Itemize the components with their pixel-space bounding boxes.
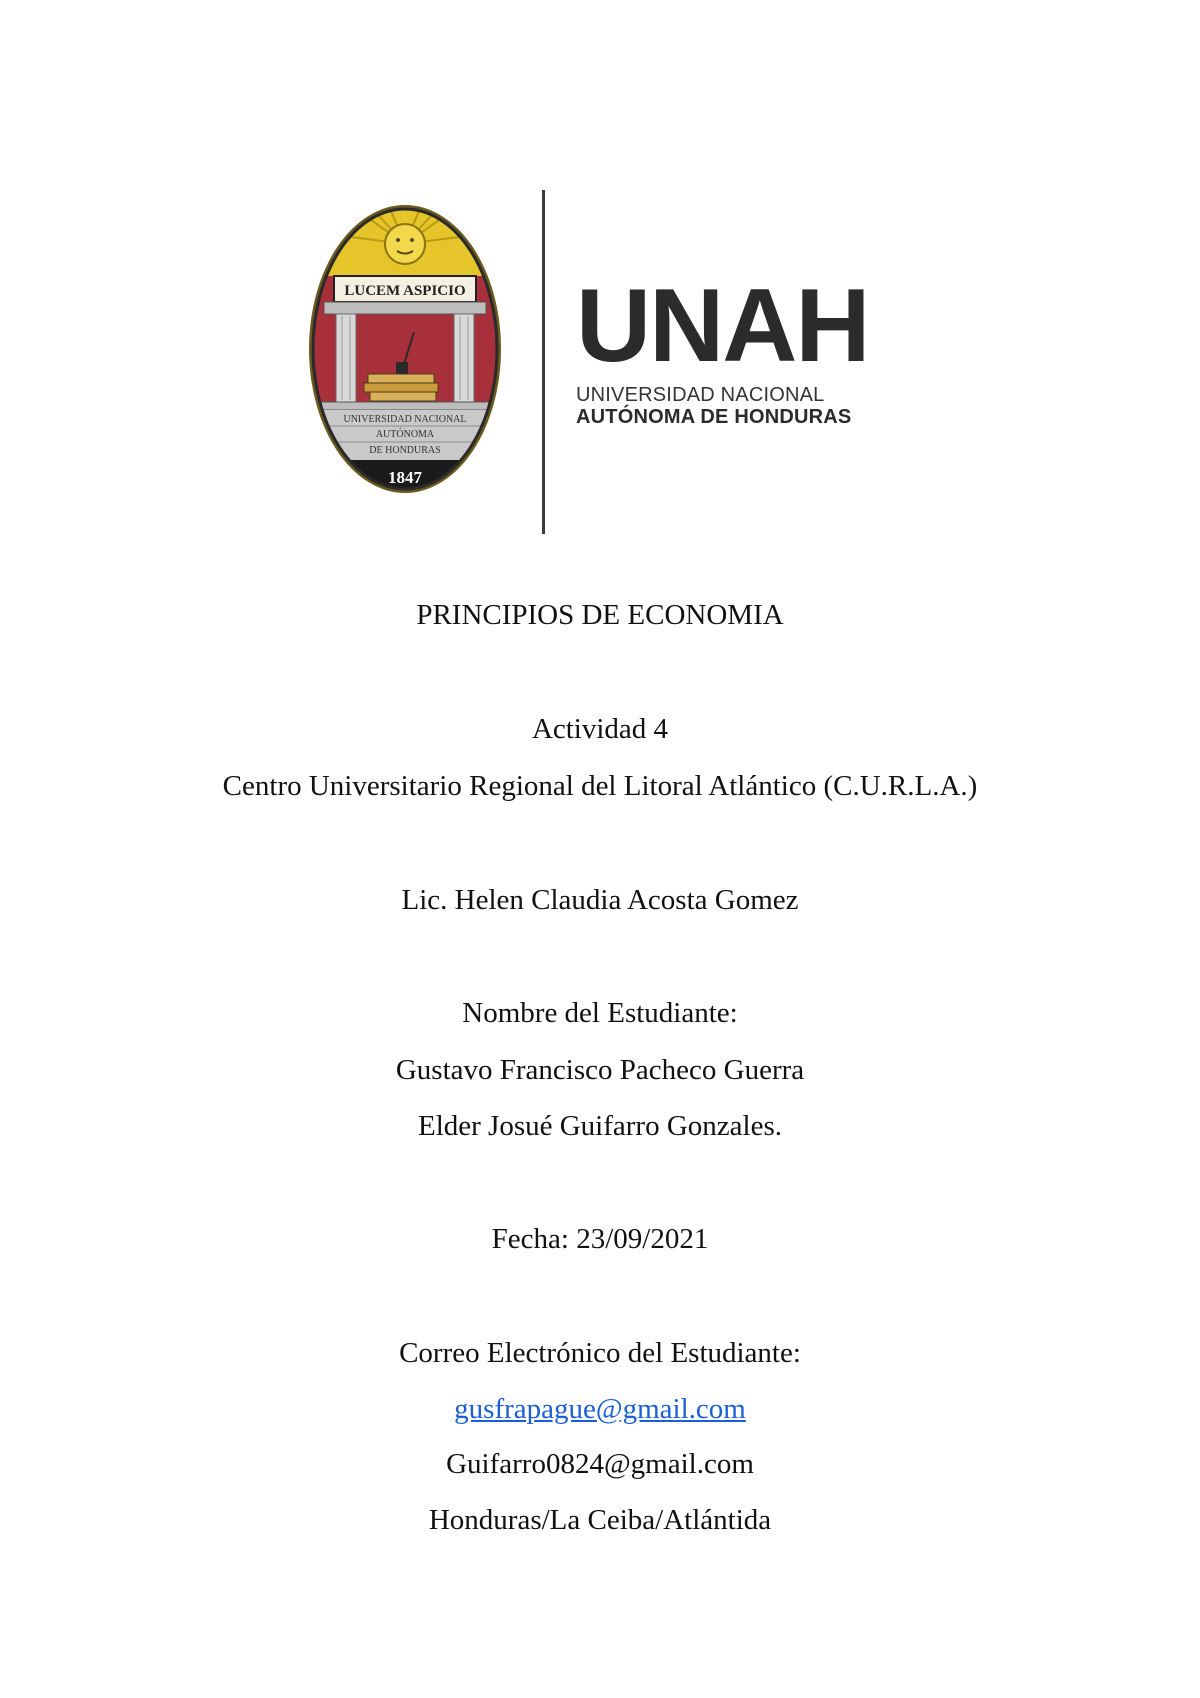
location: Honduras/La Ceiba/Atlántida — [428, 1504, 772, 1536]
seal-text-line2: AUTÓNOMA — [375, 429, 435, 440]
seal-motto: LUCEM ASPICIO — [344, 283, 466, 299]
course-title: PRINCIPIOS DE ECONOMIA — [416, 599, 784, 631]
wordmark-title: UNAH — [576, 268, 869, 384]
university-seal-icon — [308, 204, 502, 494]
university-center: Centro Universitario Regional del Litoral Atlántico (C.U.R.L.A.) — [222, 770, 978, 802]
student-name-1: Gustavo Francisco Pacheco Guerra — [395, 1054, 805, 1086]
email-link-1[interactable]: gusfrapague@gmail.com — [454, 1393, 746, 1425]
email-label: Correo Electrónico del Estudiante: — [399, 1337, 801, 1369]
logo-divider — [542, 190, 545, 534]
university-logo — [300, 190, 920, 540]
unah-wordmark — [576, 268, 916, 428]
activity-title: Actividad 4 — [531, 713, 669, 745]
teacher-name: Lic. Helen Claudia Acosta Gomez — [401, 884, 799, 916]
email-2: Guifarro0824@gmail.com — [446, 1448, 754, 1480]
document-date: Fecha: 23/09/2021 — [491, 1223, 709, 1255]
seal-text-line1: UNIVERSIDAD NACIONAL — [343, 414, 467, 425]
wordmark-subtitle-line1: UNIVERSIDAD NACIONAL — [576, 384, 825, 406]
seal-year: 1847 — [388, 468, 422, 487]
student-name-2: Elder Josué Guifarro Gonzales. — [418, 1110, 782, 1142]
seal-text-line3: DE HONDURAS — [369, 445, 441, 456]
email-row-1 — [0, 1392, 1200, 1426]
wordmark-subtitle-line2: AUTÓNOMA DE HONDURAS — [576, 406, 852, 428]
students-label: Nombre del Estudiante: — [462, 997, 738, 1029]
